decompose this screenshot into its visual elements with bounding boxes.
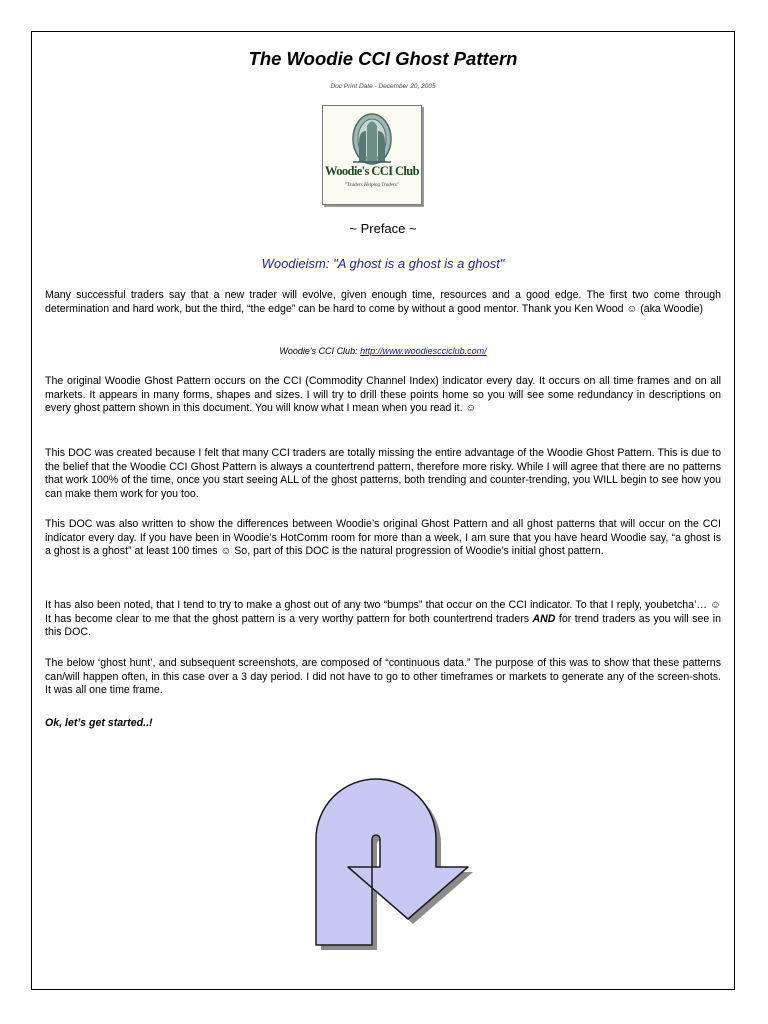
woodieism-quote: Woodieism: "A ghost is a ghost is a ghost" — [261, 256, 505, 271]
preface-heading: ~ Preface ~ — [349, 221, 417, 236]
paragraph-doc-reason: This DOC was created because I felt that many CCI traders are totally missing the entire advantage of the Woodie Ghost Pattern. This is due to the belief that the Woodie CCI Ghost Pattern is always a countertrend pattern, therefore more risky. While I will agree that there are no patterns that work 100% of the time, once you start seeing ALL of the ghost patterns, both trending and counter-trending, you WILL begin to see how you can make them work for you too. — [45, 447, 721, 500]
lets-get-started: Ok, let’s get started..! — [45, 717, 153, 729]
paragraph-doc-differences: This DOC was also written to show the differences between Woodie’s original Ghost Pattern and all ghost patterns that will occur on the CCI indicator every day. If you have been in Woodie’s HotComm room for more than a week, I am sure that you have heard Woodie say, “a ghost is a ghost is a ghost” at least 100 times ☺ So, part of this DOC is the natural progression of Woodie’s initial ghost pattern. — [45, 518, 721, 558]
paragraph-intro: Many successful traders say that a new trader will evolve, given enough time, resources and a good edge. The first two come through determination and hard work, but the third, “the edge” can be hard to come by without a good mentor. Thank you Ken Wood ☺ (aka Woodie) — [45, 289, 721, 315]
paragraph-ghost-hunt: The below ‘ghost hunt’, and subsequent screenshots, are composed of “continuous data.” The purpose of this was to show that these patterns can/will happen often, in this case over a 3 day period. I did not have to go to other timeframes or markets to generate any of the screen-shots. It was all one time frame. — [45, 657, 721, 697]
paragraph-bumps — [45, 599, 721, 640]
paragraph-original-pattern: The original Woodie Ghost Pattern occurs on the CCI (Commodity Channel Index) indicator every day. It occurs on all time frames and on all markets. It appears in many forms, shapes and sizes. I will try to drill these points home so you will see some redundancy in descriptions on every ghost pattern shown in this document. You will know what I mean when you read it. ☺ — [45, 375, 721, 415]
club-link[interactable]: http://www.woodiescciclub.com/ — [360, 346, 487, 356]
print-date: Doc Print Date - December 20, 2005 — [330, 83, 436, 90]
logo-name: Woodie's CCI Club — [325, 164, 419, 178]
curved-arrow-icon — [300, 757, 490, 957]
document-title: The Woodie CCI Ghost Pattern — [248, 48, 518, 69]
emphasis-and: AND — [532, 612, 556, 625]
logo-building-icon — [323, 106, 421, 166]
club-logo — [322, 105, 422, 205]
document-page — [31, 31, 735, 990]
paragraph-bumps-text-b: for trend traders as you will see in this DOC. — [45, 612, 721, 639]
club-label: Woodie's CCI Club: — [279, 346, 358, 356]
logo-tagline: "Traders Helping Traders" — [345, 183, 399, 188]
club-line — [32, 346, 734, 356]
paragraph-bumps-text-a: It has also been noted, that I tend to try to make a ghost out of any two “bumps” that occur on the CCI indicator. To that I reply, youbetcha’… ☺ It has become clear to me that the ghost pattern is a very worthy pattern for both countertrend traders — [45, 599, 721, 625]
